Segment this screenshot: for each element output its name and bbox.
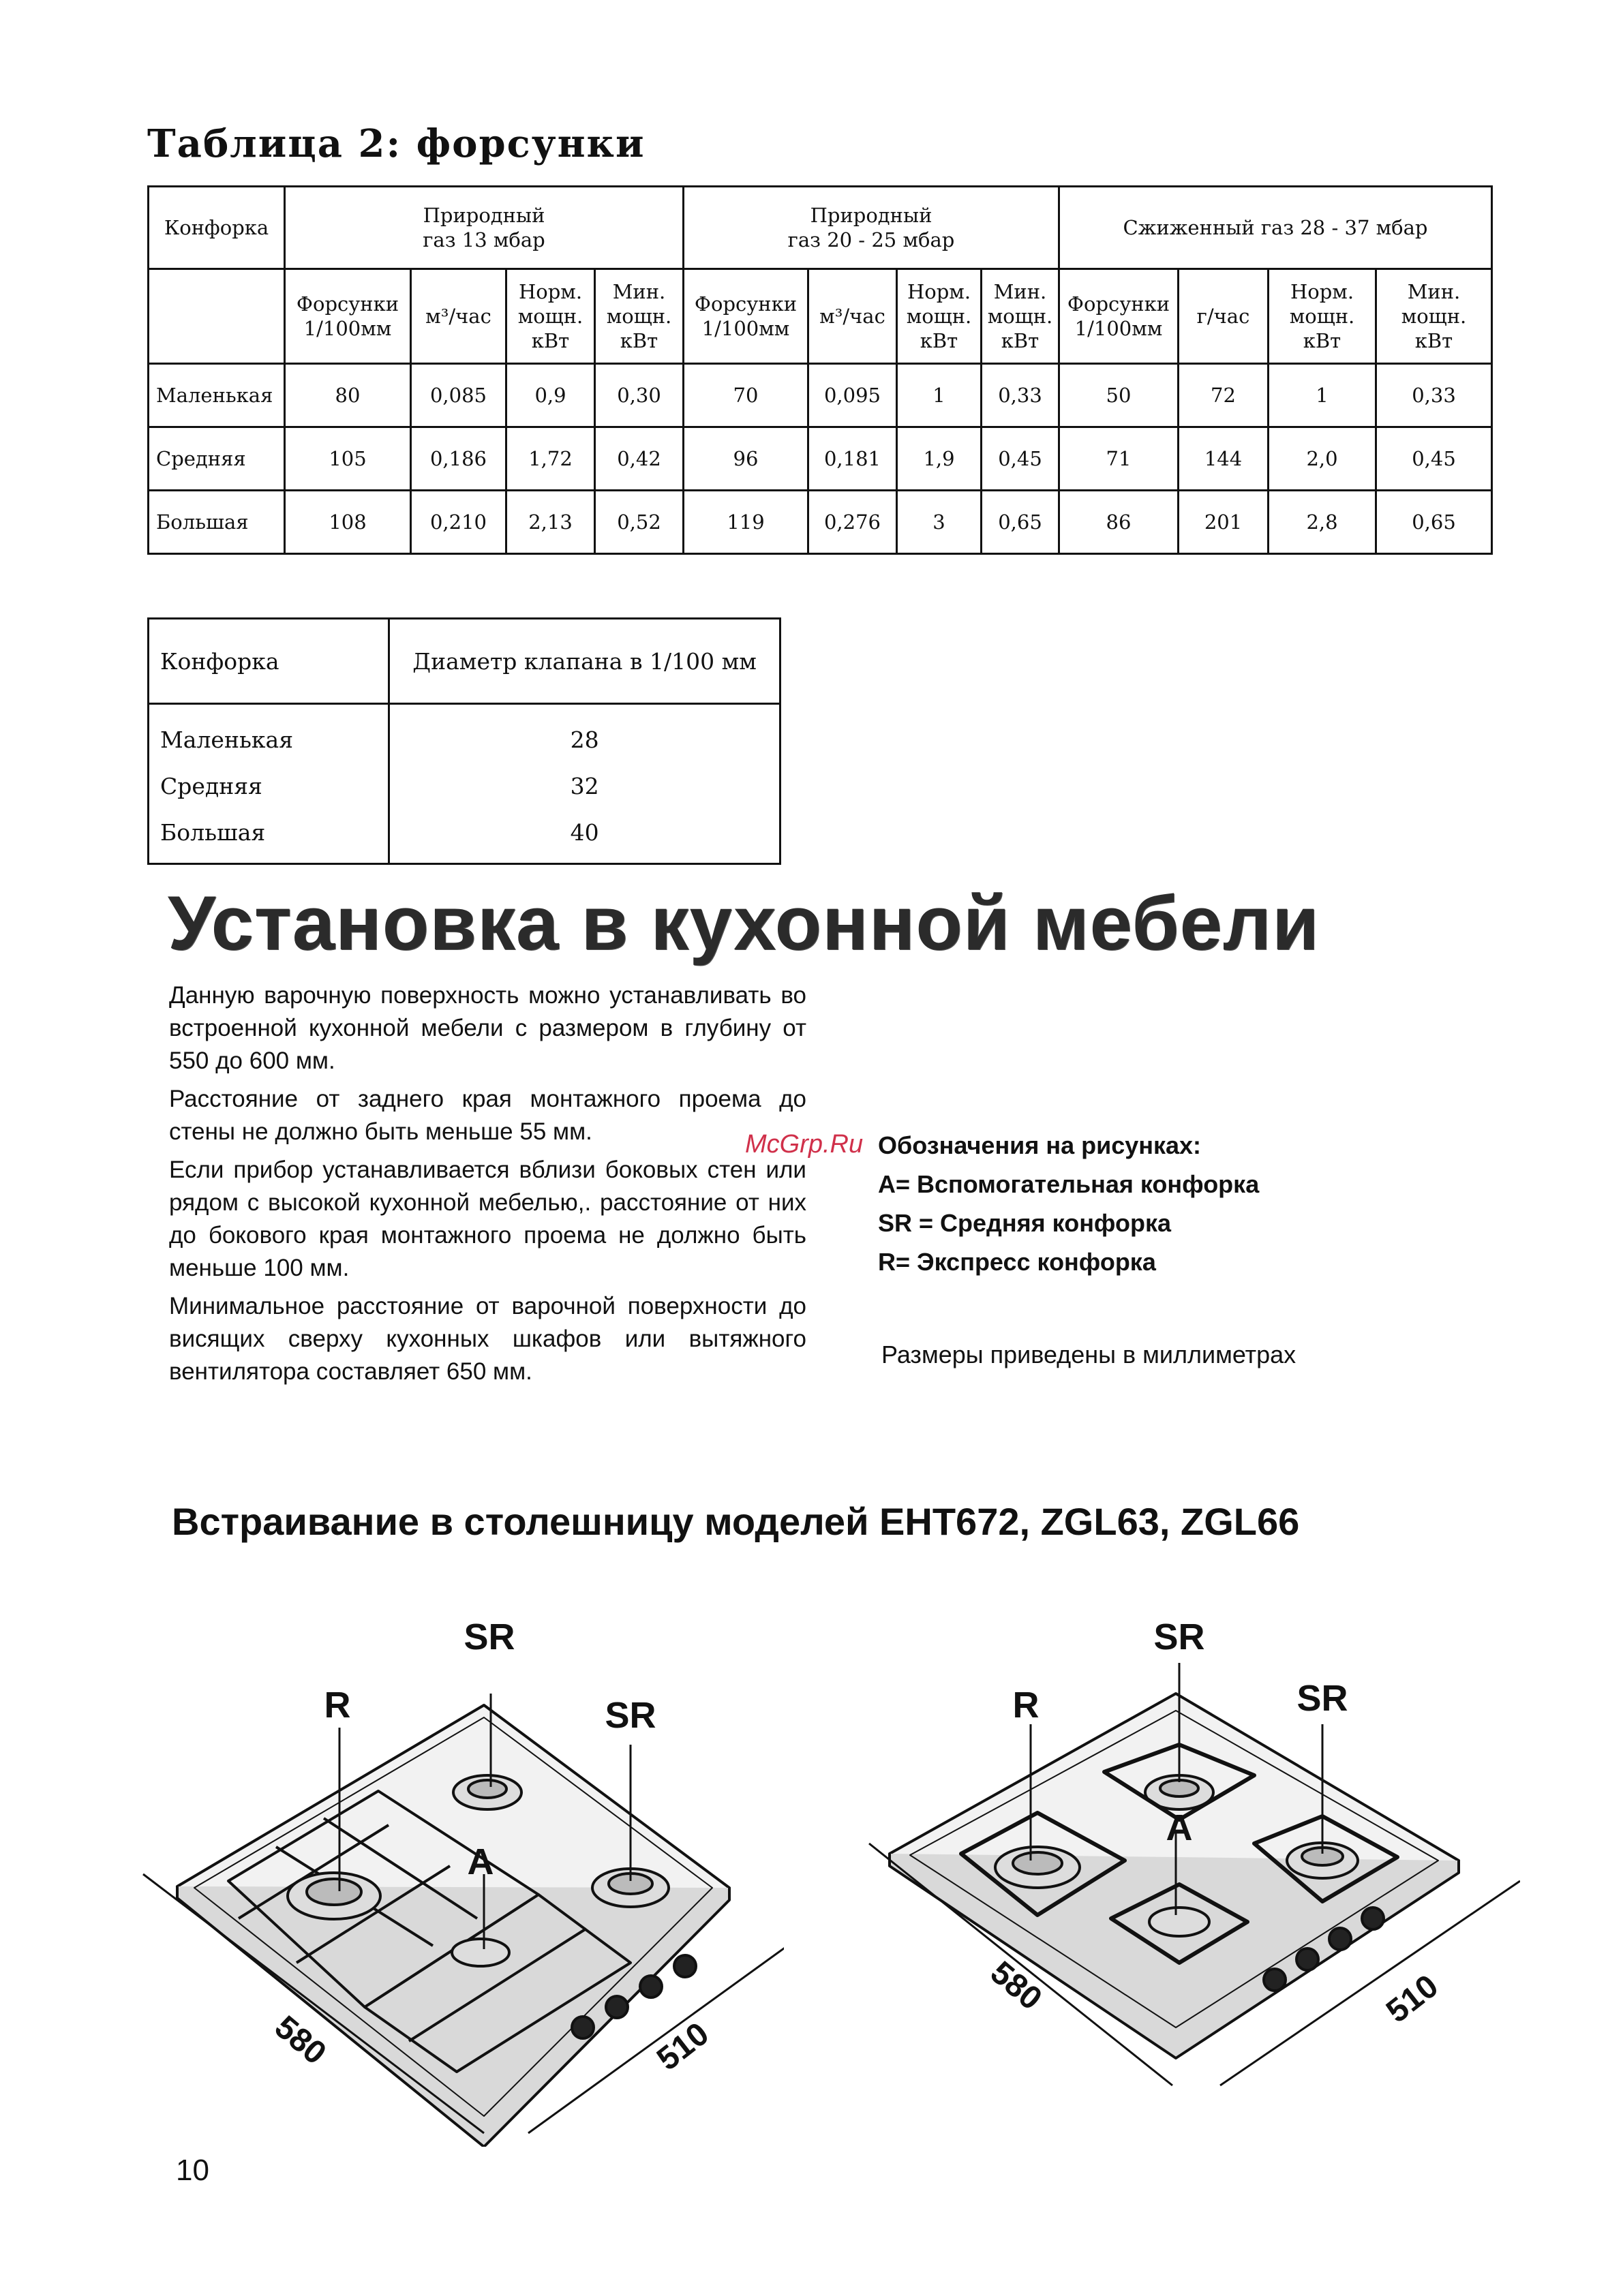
cell: 0,186 (411, 427, 506, 491)
subheader: м³/час (411, 269, 506, 364)
cell: 2,0 (1269, 427, 1376, 491)
label-r: R (324, 1685, 351, 1726)
hob-diagram-right (852, 1608, 1520, 2147)
cell: 0,210 (411, 491, 506, 554)
label-r: R (1012, 1685, 1040, 1726)
cell: 2,8 (1269, 491, 1376, 554)
cell: 0,45 (982, 427, 1059, 491)
subheader: Форсунки 1/100мм (684, 269, 808, 364)
cell: 71 (1059, 427, 1179, 491)
label-sr-top: SR (464, 1617, 515, 1657)
watermark: McGrp.Ru (745, 1130, 864, 1159)
subheader: Норм. мощн. кВт (506, 269, 595, 364)
cell: 0,276 (808, 491, 897, 554)
legend (878, 1126, 1259, 1281)
dim-depth: 580 (267, 2008, 333, 2072)
valve-col1-header: Конфорка (149, 619, 389, 704)
label-sr-right: SR (1296, 1678, 1348, 1719)
install-heading: Установка в кухонной мебели (168, 881, 1320, 966)
subheader: м³/час (808, 269, 897, 364)
cell: 201 (1179, 491, 1269, 554)
cell: 72 (1179, 364, 1269, 427)
cell: 1,9 (897, 427, 982, 491)
cell: 0,33 (982, 364, 1059, 427)
cell: 105 (285, 427, 411, 491)
cell: 70 (684, 364, 808, 427)
cell: 1 (897, 364, 982, 427)
cell: 144 (1179, 427, 1269, 491)
subheader: Форсунки 1/100мм (1059, 269, 1179, 364)
dim-width: 510 (650, 2015, 716, 2078)
cell: 86 (1059, 491, 1179, 554)
subheader: Форсунки 1/100мм (285, 269, 411, 364)
cell: 0,42 (595, 427, 684, 491)
table-row (149, 364, 1492, 427)
cell: 0,181 (808, 427, 897, 491)
install-text (169, 979, 806, 1394)
cell: 0,65 (982, 491, 1059, 554)
dim-depth: 580 (983, 1954, 1049, 2017)
row-label: Средняя (149, 427, 285, 491)
nozzle-table (147, 185, 1493, 555)
cell: 96 (684, 427, 808, 491)
cell: 119 (684, 491, 808, 554)
dim-width: 510 (1380, 1968, 1445, 2030)
label-sr-top: SR (1153, 1617, 1205, 1657)
valve-col2-header: Диаметр клапана в 1/100 мм (389, 619, 780, 704)
cell: 0,65 (1376, 491, 1492, 554)
valve-values (389, 704, 780, 864)
label-a: A (1166, 1807, 1193, 1848)
legend-item: A= Вспомогательная конфорка (878, 1170, 1260, 1198)
subheader: Норм. мощн. кВт (897, 269, 982, 364)
cell: 108 (285, 491, 411, 554)
paragraph: Расстояние от заднего края монтажного проема до стены не должно быть меньше 55 мм. (169, 1086, 806, 1145)
legend-title: Обозначения на рисунках: (878, 1131, 1202, 1159)
cell: 1 (1269, 364, 1376, 427)
subheader: г/час (1179, 269, 1269, 364)
group-header: Природный газ 20 - 25 мбар (684, 187, 1059, 269)
paragraph: Данную варочную поверхность можно устанавливать во встроенной кухонной мебели с размером в глубину от 550 до 600 мм. (169, 982, 806, 1074)
group-header: Природный газ 13 мбар (285, 187, 684, 269)
cell: 0,085 (411, 364, 506, 427)
label-a: A (467, 1841, 494, 1882)
list-item: 40 (570, 819, 599, 846)
cell: 0,30 (595, 364, 684, 427)
cell: 0,33 (1376, 364, 1492, 427)
subheader: Мин. мощн. кВт (982, 269, 1059, 364)
subheader: Норм. мощн. кВт (1269, 269, 1376, 364)
table-row (149, 427, 1492, 491)
legend-item: SR = Средняя конфорка (878, 1209, 1171, 1237)
list-item: Средняя (160, 773, 262, 799)
table2-title: Таблица 2: форсунки (147, 121, 646, 166)
cell: 0,095 (808, 364, 897, 427)
cell: 3 (897, 491, 982, 554)
table-row (149, 491, 1492, 554)
embed-heading: Встраивание в столешницу моделей EHT672, ZGL63, ZGL66 (172, 1500, 1300, 1543)
paragraph: Минимальное расстояние от варочной поверхности до висящих сверху кухонных шкафов или вытяжного вентилятора составляет 650 мм. (169, 1293, 806, 1385)
row-label: Большая (149, 491, 285, 554)
empty-cell (149, 269, 285, 364)
list-item: Маленькая (160, 726, 294, 753)
cell: 1,72 (506, 427, 595, 491)
list-item: 32 (570, 773, 599, 799)
list-item: Большая (160, 819, 266, 846)
row-label: Маленькая (149, 364, 285, 427)
subheader: Мин. мощн. кВт (595, 269, 684, 364)
valve-labels (149, 704, 389, 864)
cell: 0,45 (1376, 427, 1492, 491)
cell: 50 (1059, 364, 1179, 427)
paragraph: Если прибор устанавливается вблизи боковых стен или рядом с высокой кухонной мебелью,. расстояние от них до бокового края монтажного проема не должно быть меньше 100 мм. (169, 1157, 806, 1281)
cell: 80 (285, 364, 411, 427)
subheader: Мин. мощн. кВт (1376, 269, 1492, 364)
group-header: Сжиженный газ 28 - 37 мбар (1059, 187, 1492, 269)
page-number: 10 (176, 2154, 209, 2187)
label-sr-right: SR (605, 1695, 656, 1736)
cell: 0,9 (506, 364, 595, 427)
hob-diagram-left (130, 1608, 784, 2147)
cell: 2,13 (506, 491, 595, 554)
dimensions-note: Размеры приведены в миллиметрах (881, 1341, 1296, 1368)
corner-label: Конфорка (149, 187, 285, 269)
cell: 0,52 (595, 491, 684, 554)
list-item: 28 (570, 726, 599, 753)
valve-table (147, 617, 781, 865)
legend-item: R= Экспресс конфорка (878, 1248, 1156, 1276)
